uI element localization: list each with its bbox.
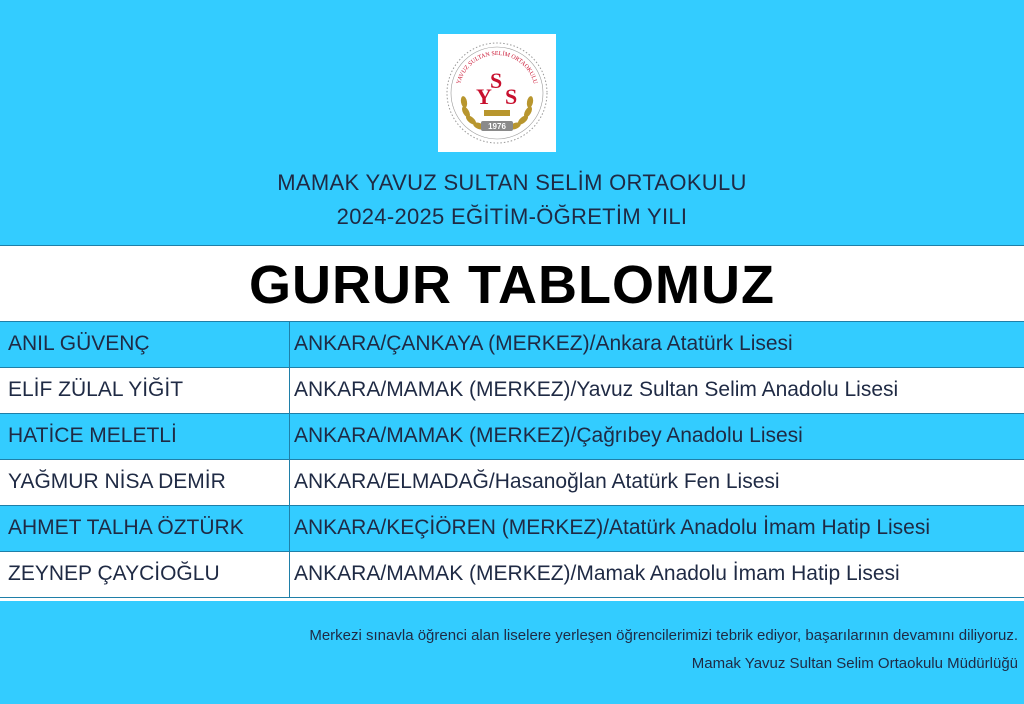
column-divider xyxy=(289,460,290,505)
column-divider xyxy=(289,368,290,413)
table-row xyxy=(0,368,1024,414)
column-divider xyxy=(289,552,290,597)
svg-text:S: S xyxy=(490,68,503,93)
placed-school: ANKARA/ÇANKAYA (MERKEZ)/Ankara Atatürk Lisesi xyxy=(294,332,793,355)
student-name: ZEYNEP ÇAYCİOĞLU xyxy=(8,562,220,585)
placed-school: ANKARA/MAMAK (MERKEZ)/Çağrıbey Anadolu Lisesi xyxy=(294,424,803,447)
school-seal-icon xyxy=(438,34,556,152)
table-row xyxy=(0,552,1024,598)
svg-text:S: S xyxy=(505,84,518,109)
table-row xyxy=(0,322,1024,368)
student-name: ANIL GÜVENÇ xyxy=(8,332,150,355)
student-name: HATİCE MELETLİ xyxy=(8,424,177,447)
signature: Mamak Yavuz Sultan Selim Ortaokulu Müdürlüğü xyxy=(691,655,1018,672)
placed-school: ANKARA/KEÇİÖREN (MERKEZ)/Atatürk Anadolu İmam Hatip Lisesi xyxy=(294,516,931,539)
student-name: ELİF ZÜLAL YİĞİT xyxy=(8,378,184,401)
school-logo xyxy=(438,34,556,152)
placed-school: ANKARA/MAMAK (MERKEZ)/Yavuz Sultan Selim Anadolu Lisesi xyxy=(294,378,899,401)
page-title: GURUR TABLOMUZ xyxy=(249,255,775,315)
academic-year: 2024-2025 EĞİTİM-ÖĞRETİM YILI xyxy=(336,204,688,229)
students-table xyxy=(0,322,1024,598)
school-name: MAMAK YAVUZ SULTAN SELİM ORTAOKULU xyxy=(277,170,747,195)
placed-school: ANKARA/ELMADAĞ/Hasanoğlan Atatürk Fen Lisesi xyxy=(294,470,780,493)
header-banner xyxy=(0,0,1024,245)
placed-school: ANKARA/MAMAK (MERKEZ)/Mamak Anadolu İmam Hatip Lisesi xyxy=(294,562,900,585)
table-row xyxy=(0,414,1024,460)
table-row xyxy=(0,506,1024,552)
title-row xyxy=(0,245,1024,322)
table-row xyxy=(0,460,1024,506)
svg-text:Y: Y xyxy=(476,84,492,109)
student-name: YAĞMUR NİSA DEMİR xyxy=(8,470,226,493)
svg-text:YAVUZ SULTAN SELİM ORTAOKULU: YAVUZ SULTAN SELİM ORTAOKULU xyxy=(456,50,538,85)
column-divider xyxy=(289,506,290,551)
column-divider xyxy=(289,322,290,367)
congratulation-message: Merkezi sınavla öğrenci alan liselere yerleşen öğrencilerimizi tebrik ediyor, başarılarının devamını diliyoruz. xyxy=(309,627,1018,644)
svg-text:1976: 1976 xyxy=(488,122,506,131)
student-name: AHMET TALHA ÖZTÜRK xyxy=(8,516,244,539)
column-divider xyxy=(289,414,290,459)
footer-banner xyxy=(0,601,1024,704)
